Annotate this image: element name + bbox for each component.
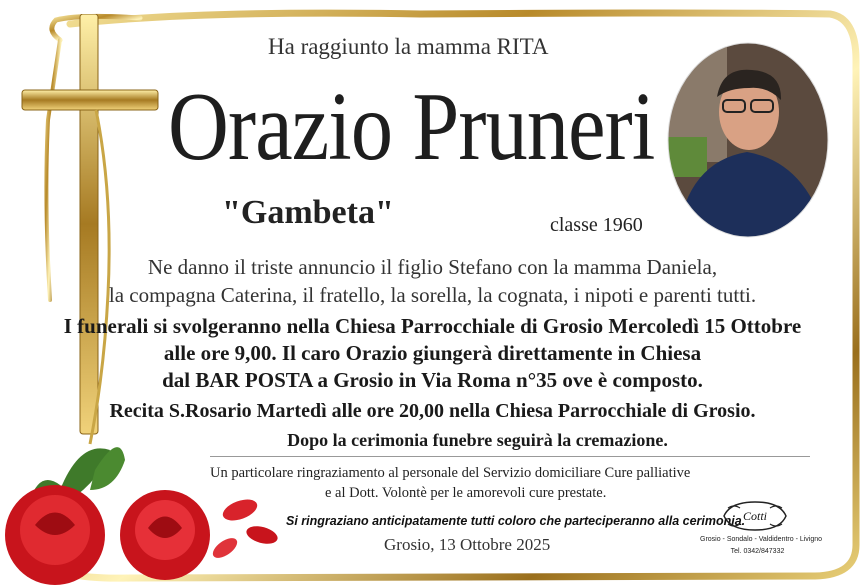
deceased-name: Orazio Pruneri xyxy=(168,73,655,181)
thanks-line-2: e al Dott. Volontè per le amorevoli cure prestate. xyxy=(325,485,607,501)
funeral-line-3: dal BAR POSTA a Grosio in Via Roma n°35 ove è composto. xyxy=(162,368,703,392)
funeral-line-2: alle ore 9,00. Il caro Orazio giungerà direttamente in Chiesa xyxy=(163,341,702,365)
divider xyxy=(210,456,810,457)
agency-locations: Grosio - Sondalo - Valdidentro - Livigno xyxy=(700,536,823,543)
funeral-line-4: Recita S.Rosario Martedì alle ore 20,00 nella Chiesa Parrocchiale di Grosio. xyxy=(109,400,756,422)
portrait-photo xyxy=(667,42,829,238)
agency-logo xyxy=(720,498,790,534)
announcement-line-2: la compagna Caterina, il fratello, la sorella, la cognata, i nipoti e parenti tutti. xyxy=(108,283,757,307)
agency-phone: Tel. 0342/847332 xyxy=(730,548,785,555)
cremation-line: Dopo la cerimonia funebre seguirà la cremazione. xyxy=(287,430,668,450)
place-date: Grosio, 13 Ottobre 2025 xyxy=(384,535,551,554)
advance-thanks: Si ringraziano anticipatamente tutti coloro che parteciperanno alla cerimonia. xyxy=(286,514,746,528)
birth-year: classe 1960 xyxy=(550,214,643,236)
announcement-line-1: Ne danno il triste annuncio il figlio Stefano con la mamma Daniela, xyxy=(147,255,718,279)
roses-icon xyxy=(0,430,300,587)
nickname: "Gambeta" xyxy=(222,194,394,231)
thanks-line-1: Un particolare ringraziamento al personale del Servizio domiciliare Cure palliative xyxy=(210,465,691,481)
agency-logo-text: Cotti xyxy=(742,509,768,523)
funeral-line-1: I funerali si svolgeranno nella Chiesa Parrocchiale di Grosio Mercoledì 15 Ottobre xyxy=(63,314,802,338)
intro-line: Ha raggiunto la mamma RITA xyxy=(268,34,549,59)
